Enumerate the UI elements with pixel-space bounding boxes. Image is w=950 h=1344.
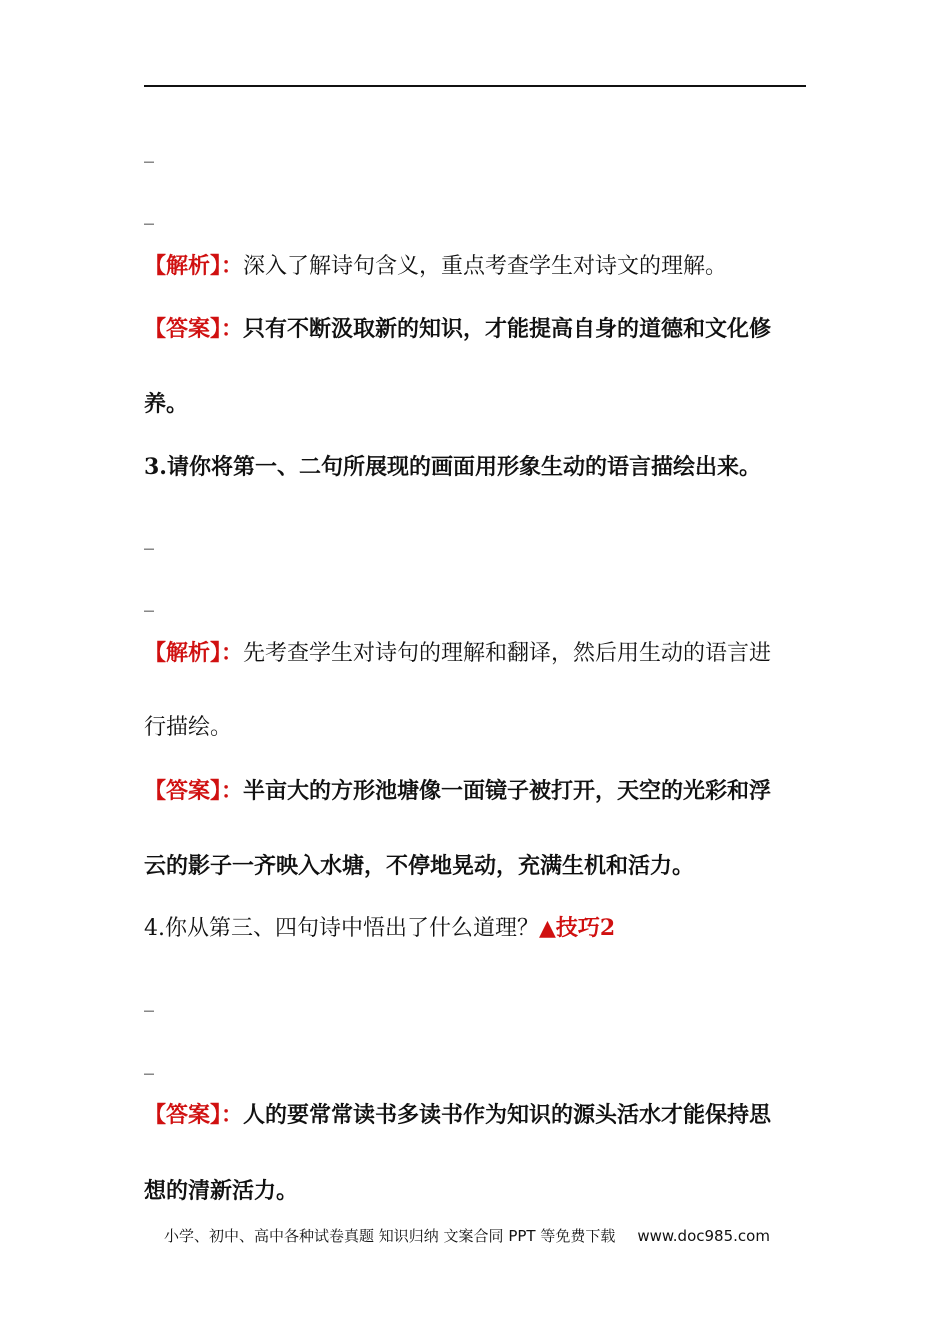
answer-blank-1: _ — [144, 139, 154, 163]
answer-blank-2: _ — [144, 201, 154, 225]
answer-1 — [144, 314, 808, 344]
analysis-3-cont: 行描绘。 — [144, 715, 233, 740]
answer-tag: 【答案】： — [144, 1102, 244, 1128]
analysis-text: 深入了解诗句含义，重点考查学生对诗文的理解。 — [243, 254, 728, 279]
answer-tag: 【答案】： — [144, 316, 244, 342]
page-footer — [164, 1226, 770, 1246]
answer-blank-3: _ — [144, 526, 154, 550]
answer-blank-4: _ — [144, 588, 154, 612]
analysis-3 — [144, 638, 808, 669]
answer-1-cont: 养。 — [144, 391, 189, 417]
answer-4-cont: 想的清新活力。 — [144, 1178, 299, 1204]
tip-marker — [539, 915, 615, 941]
footer-text: 小学、初中、高中各种试卷真题 知识归纳 文案合同 — [164, 1227, 509, 1245]
footer-url-link[interactable]: www.doc985.com — [637, 1227, 770, 1245]
analysis-tag: 【解析】： — [144, 640, 244, 666]
analysis-tag: 【解析】： — [144, 253, 244, 279]
question-text: 4.你从第三、四句诗中悟出了什么道理？ — [144, 916, 539, 941]
footer-text-2: 等免费下载 — [535, 1227, 616, 1245]
tip-text: ▲技巧2 — [539, 915, 616, 941]
answer-tag: 【答案】： — [144, 778, 244, 804]
analysis-text: 先考查学生对诗句的理解和翻译，然后用生动的语言进 — [243, 641, 772, 666]
answer-3 — [144, 776, 808, 806]
header-rule — [144, 85, 806, 87]
answer-3-cont: 云的影子一齐映入水塘，不停地晃动，充满生机和活力。 — [144, 853, 695, 879]
question-3: 3.请你将第一、二句所展现的画面用形象生动的语言描绘出来。 — [144, 454, 761, 480]
answer-blank-6: _ — [144, 1051, 154, 1075]
answer-text: 半亩大的方形池塘像一面镜子被打开，天空的光彩和浮 — [243, 778, 772, 804]
answer-4 — [144, 1100, 808, 1130]
answer-text: 人的要常常读书多读书作为知识的源头活水才能保持思 — [243, 1102, 772, 1128]
question-4 — [144, 913, 808, 944]
footer-ppt: PPT — [508, 1227, 536, 1245]
answer-blank-5: _ — [144, 988, 154, 1012]
answer-text: 只有不断汲取新的知识，才能提高自身的道德和文化修 — [243, 316, 772, 342]
analysis-1 — [144, 251, 808, 282]
